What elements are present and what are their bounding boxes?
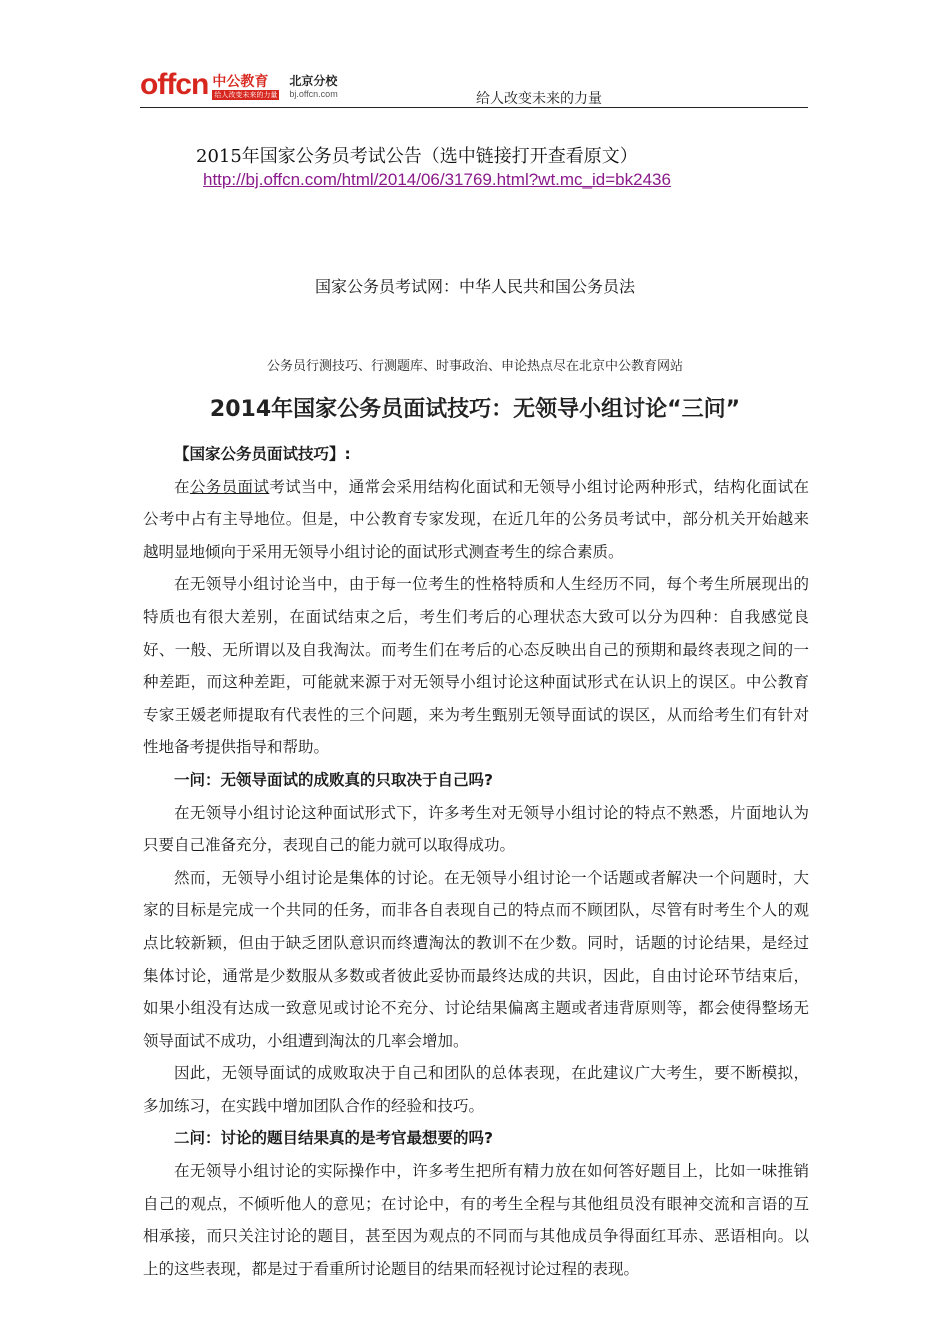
site-heading: 国家公务员考试网：中华人民共和国公务员法 — [314, 277, 635, 296]
paragraph-6: 在无领导小组讨论的实际操作中，许多考生把所有精力放在如何答好题目上，比如一味推销自己的观点，不倾听他人的意见；在讨论中，有的考生全程与其他组员没有眼神交流和言语的互相承接，而只关注讨论的题目，甚至因为观点的不同而与其他成员争得面红耳赤、恶语相向。以上的这些表现，都是过于看重所讨论题目的结果而轻视讨论过程的表现。 — [143, 1162, 809, 1278]
notice-link[interactable]: http://bj.offcn.com/html/2014/06/31769.html?wt.mc_id=bk2436 — [203, 170, 671, 189]
paragraph-1 — [143, 471, 809, 569]
branch-url: bj.offcn.com — [289, 89, 338, 99]
article-title: 2014年国家公务员面试技巧：无领导小组讨论“三问” — [209, 397, 741, 422]
page-header — [140, 62, 808, 108]
paragraph-1-pre: 在 — [174, 477, 190, 496]
header-slogan: 给人改变未来的力量 — [476, 91, 602, 107]
notice-title: 2015年国家公务员考试公告（选中链接打开查看原文） — [196, 146, 638, 167]
branch-name: 北京分校 — [289, 74, 338, 88]
offcn-logo[interactable] — [140, 70, 338, 100]
logo-cn-tagline: 给人改变未来的力量 — [214, 91, 278, 99]
paragraph-4: 然而，无领导小组讨论是集体的讨论。在无领导小组讨论一个话题或者解决一个问题时，大家的目标是完成一个共同的任务，而非各自表现自己的特点而不顾团队，尽管有时考生个人的观点比较新颖，但由于缺乏团队意识而终遭淘汰的教训不在少数。同时，话题的讨论结果，是经过集体讨论，通常是少数服从多数或者彼此妥协而最终达成的共识，因此，自由讨论环节结束后，如果小组没有达成一致意见或讨论不充分、讨论结果偏离主题或者违背原则等，都会使得整场无领导面试不成功，小组遭到淘汰的几率会增加。 — [143, 868, 809, 1050]
logo-cn-name: 中公教育 — [212, 74, 269, 90]
paragraph-3: 在无领导小组讨论这种面试形式下，许多考生对无领导小组讨论的特点不熟悉，片面地认为只要自己准备充分，表现自己的能力就可以取得成功。 — [143, 803, 809, 855]
paragraph-2: 在无领导小组讨论当中，由于每一位考生的性格特质和人生经历不同，每个考生所展现出的特质也有很大差别，在面试结束之后，考生们考后的心理状态大致可以分为四种：自我感觉良好、一般、无所谓以及自我淘汰。而考生们在考后的心态反映出自己的预期和最终表现之间的一种差距，而这种差距，可能就来源于对无领导小组讨论这种面试形式在认识上的误区。中公教育专家王媛老师提取有代表性的三个问题，来为考生甄别无领导面试的误区，从而给考生们有针对性地备考提供指导和帮助。 — [143, 575, 809, 757]
logo-wordmark: offcn — [140, 68, 209, 101]
keyword-link[interactable]: 公务员面试 — [189, 477, 270, 496]
question-1-heading: 一问：无领导面试的成败真的只取决于自己吗? — [174, 770, 493, 789]
logo-cn-block — [212, 74, 279, 100]
question-2-heading: 二问：讨论的题目结果真的是考官最想要的吗? — [174, 1129, 493, 1148]
site-tagline: 公务员行测技巧、行测题库、时事政治、申论热点尽在北京中公教育网站 — [266, 359, 683, 374]
paragraph-5: 因此，无领导面试的成败取决于自己和团队的总体表现，在此建议广大考生，要不断模拟，多加练习，在实践中增加团队合作的经验和技巧。 — [143, 1064, 809, 1115]
article-body — [143, 438, 809, 1285]
section-tag: 【国家公务员面试技巧】: — [174, 445, 351, 463]
logo-branch — [289, 74, 337, 100]
header-divider — [140, 107, 808, 108]
paragraph-1-post: 考试当中，通常会采用结构化面试和无领导小组讨论两种形式，结构化面试在公考中占有主导地位。但是，中公教育专家发现，在近几年的公务员考试中，部分机关开始越来越明显地倾向于采用无领导小组讨论的面试形式测查考生的综合素质。 — [143, 477, 809, 561]
